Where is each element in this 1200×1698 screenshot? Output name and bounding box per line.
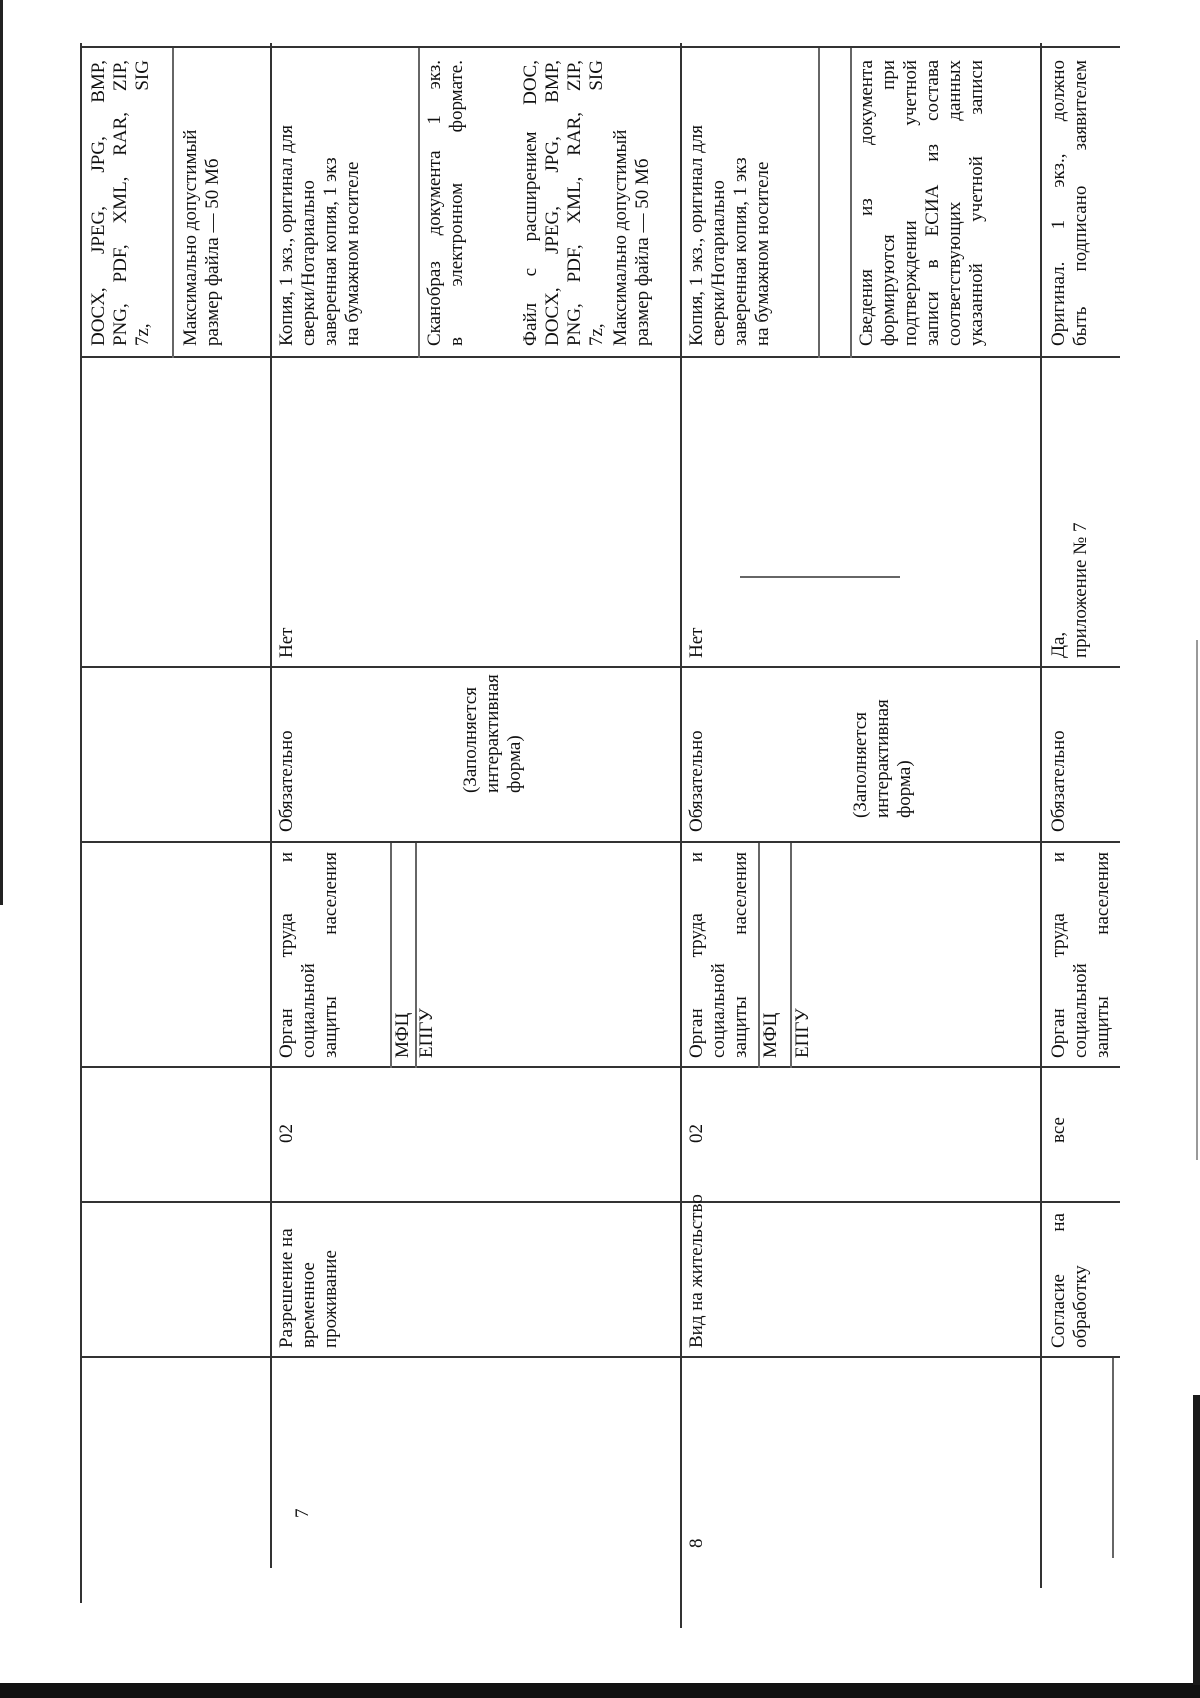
top-row-formats: DOCX, JPEG, JPG, BMP, PNG, PDF, XML, RAR, ZIP, 7z, SIG xyxy=(88,60,153,346)
requirement-rule xyxy=(850,48,852,358)
table-rule xyxy=(80,43,82,1603)
table-rule xyxy=(80,1066,1120,1068)
table-rule xyxy=(80,841,1120,843)
category-code: все xyxy=(1048,1117,1069,1143)
channel-epgu: ЕПГУ xyxy=(416,1008,437,1058)
paper-requirement: Копия, 1 экз., оригинал для сверки/Нотариально заверенная копия, 1 экз на бумажном носителе xyxy=(276,125,363,346)
requirement-note: (Заполняется интерактивная форма) xyxy=(460,674,525,793)
form-template: Да, приложение № 7 xyxy=(1048,522,1091,658)
esia-info: Сведения из документа формируются при подтверждении учетной записи в ЕСИА из состава соответствующих данных указанной учетной записи xyxy=(856,60,987,346)
channel-authority: Орган труда и социальной защиты населения xyxy=(276,852,341,1058)
table-rule xyxy=(80,1201,1120,1203)
top-row-max-size: Максимально допустимый размер файла — 50 Мб xyxy=(180,129,223,346)
document-name: Согласие на обработку xyxy=(1048,1213,1091,1348)
requirement-note: (Заполняется интерактивная форма) xyxy=(850,699,915,818)
file-formats: Файл с расширением DOC, DOCX, JPEG, JPG, BMP, PNG, PDF, XML, RAR, ZIP, 7z, SIG xyxy=(520,60,607,346)
channel-authority: Орган труда и социальной защиты населения xyxy=(1048,852,1113,1058)
paper-requirement: Оригинал. 1 экз., должно быть подписано заявителем xyxy=(1048,60,1091,346)
table-rule xyxy=(80,46,1120,48)
channel-mfc: МФЦ xyxy=(760,1012,781,1058)
document-name: Разрешение на временное проживание xyxy=(276,1228,341,1348)
channel-mfc: МФЦ xyxy=(392,1012,413,1058)
channel-epgu: ЕПГУ xyxy=(792,1008,813,1058)
category-code: 02 xyxy=(276,1124,297,1143)
paper-requirement: Копия, 1 экз., оригинал для сверки/Нотариально заверенная копия, 1 экз на бумажном носителе xyxy=(686,125,773,346)
requirement-rule xyxy=(818,48,820,358)
row-number: 8 xyxy=(686,1538,707,1548)
document-name: Вид на жительство xyxy=(686,1194,707,1348)
requirement-level: Обязательно xyxy=(686,730,707,832)
table-rule xyxy=(80,356,1120,358)
table-rule xyxy=(680,43,682,1628)
table-rule xyxy=(270,43,272,1568)
table-rule xyxy=(80,1356,1120,1358)
requirement-rule xyxy=(172,48,174,358)
form-template: Нет xyxy=(276,627,297,658)
category-code: 02 xyxy=(686,1124,707,1143)
channel-authority: Орган труда и социальной защиты населения xyxy=(686,852,751,1058)
requirement-level: Обязательно xyxy=(276,730,297,832)
file-max-size: Максимально допустимый размер файла — 50 Мб xyxy=(610,129,653,346)
table-rule xyxy=(740,576,900,578)
form-template: Нет xyxy=(686,627,707,658)
requirement-rule xyxy=(418,48,420,358)
requirement-level: Обязательно xyxy=(1048,730,1069,832)
scan-requirement: Сканобраз документа 1 экз. в электронном формате. xyxy=(424,60,467,346)
table-rule xyxy=(1112,1358,1114,1558)
table-rule xyxy=(80,666,1120,668)
row-number: 7 xyxy=(292,1508,313,1518)
